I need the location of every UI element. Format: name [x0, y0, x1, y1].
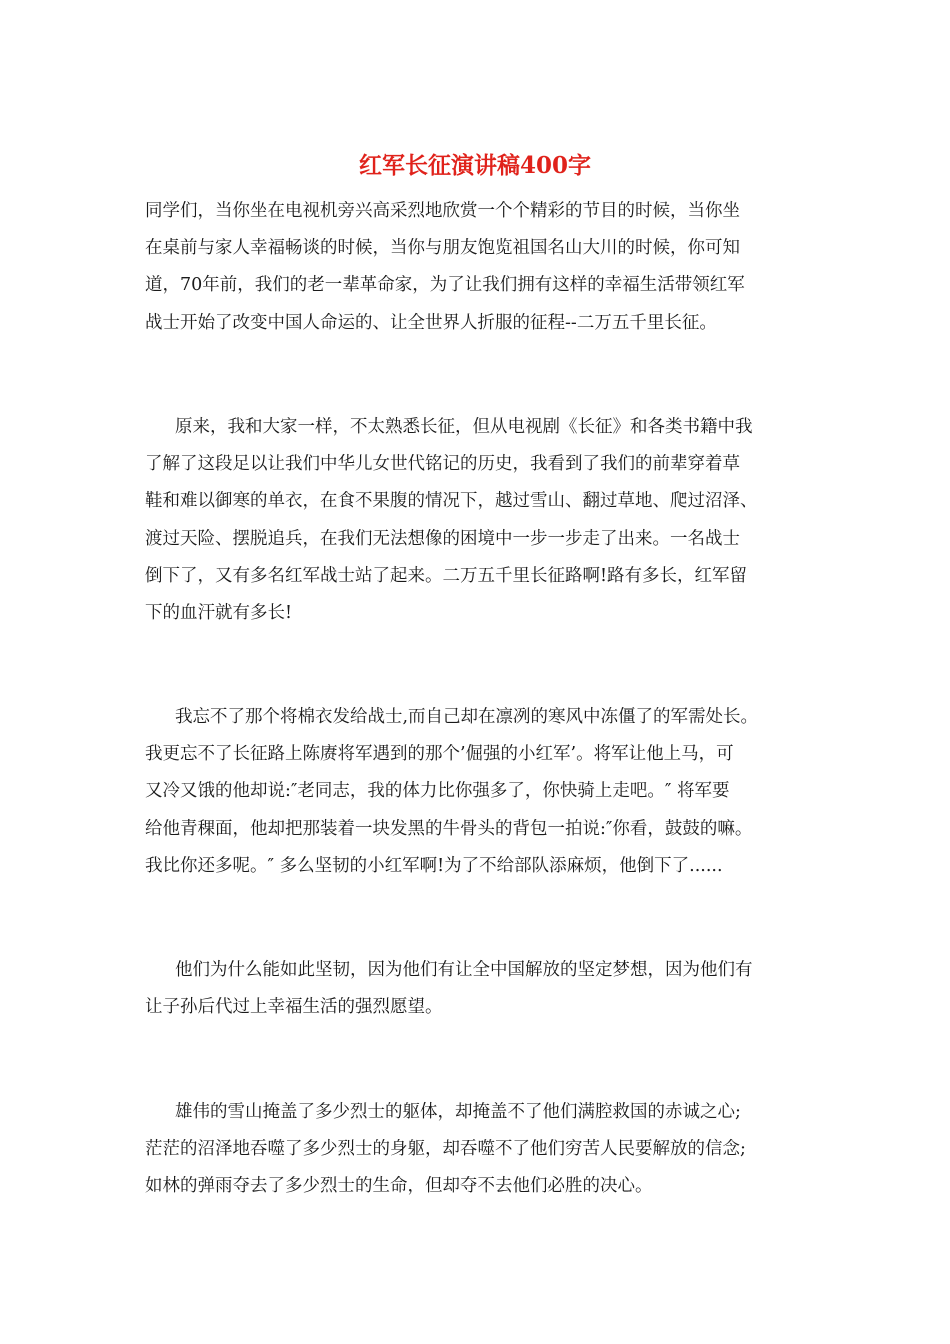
paragraph-line: 了解了这段足以让我们中华儿女世代铭记的历史，我看到了我们的前辈穿着草 [145, 454, 740, 475]
paragraph-line: 倒下了，又有多名红军战士站了起来。二万五千里长征路啊!路有多长，红军留 [145, 565, 748, 586]
paragraph-line: 战士开始了改变中国人命运的、让全世界人折服的征程--二万五千里长征。 [145, 312, 717, 333]
paragraph-line: 在桌前与家人幸福畅谈的时候，当你与朋友饱览祖国名山大川的时候，你可知 [145, 238, 740, 259]
paragraph-3 [145, 699, 807, 885]
paragraph-line: 下的血汗就有多长! [145, 602, 293, 623]
paragraph-line: 同学们，当你坐在电视机旁兴高采烈地欣赏一个个精彩的节目的时候，当你坐 [145, 201, 740, 221]
paragraph-5 [145, 1094, 807, 1206]
paragraph-4 [145, 952, 807, 1026]
paragraph-line: 雄伟的雪山掩盖了多少烈士的躯体，却掩盖不了他们满腔救国的赤诚之心; [175, 1102, 741, 1122]
paragraph-line: 他们为什么能如此坚韧，因为他们有让全中国解放的坚定梦想，因为他们有 [175, 960, 753, 980]
paragraph-2 [145, 409, 807, 632]
paragraph-line: 茫茫的沼泽地吞噬了多少烈士的身躯，却吞噬不了他们穷苦人民要解放的信念; [145, 1139, 746, 1160]
paragraph-line: 道，70年前，我们的老一辈革命家，为了让我们拥有这样的幸福生活带领红军 [145, 275, 745, 296]
paragraph-line: 我忘不了那个将棉衣发给战士,而自己却在凛冽的寒风中冻僵了的军需处长。 [175, 707, 759, 727]
paragraph-line: 原来，我和大家一样，不太熟悉长征，但从电视剧《长征》和各类书籍中我 [175, 417, 753, 437]
paragraph-line: 让子孙后代过上幸福生活的强烈愿望。 [145, 997, 443, 1018]
paragraph-line: 又冷又饿的他却说:″老同志，我的体力比你强多了，你快骑上走吧。″ 将军要 [145, 781, 730, 802]
paragraph-line: 渡过天险、摆脱追兵，在我们无法想像的困境中一步一步走了出来。一名战士 [145, 528, 740, 549]
paragraph-1 [145, 193, 807, 342]
paragraph-line: 鞋和难以御寒的单衣，在食不果腹的情况下，越过雪山、翻过草地、爬过沼泽、 [145, 491, 758, 512]
paragraph-line: 如林的弹雨夺去了多少烈士的生命，但却夺不去他们必胜的决心。 [145, 1176, 653, 1197]
document-title: 红军长征演讲稿400字 [358, 152, 591, 179]
paragraph-line: 我更忘不了长征路上陈赓将军遇到的那个’倔强的小红军’。将军让他上马，可 [145, 744, 734, 765]
paragraph-line: 给他青稞面，他却把那装着一块发黑的牛骨头的背包一拍说:″你看，鼓鼓的嘛。 [145, 818, 753, 839]
paragraph-line: 我比你还多呢。″ 多么坚韧的小红军啊!为了不给部队添麻烦，他倒下了...... [145, 855, 723, 876]
